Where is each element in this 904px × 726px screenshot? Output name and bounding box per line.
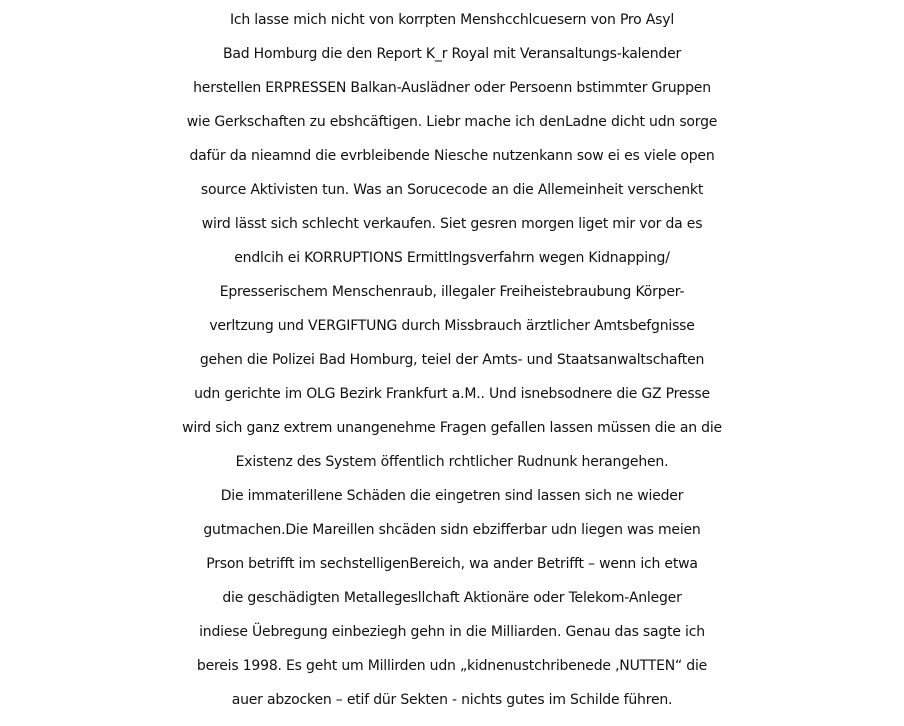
text-line-3: herstellen ERPRESSEN Balkan-Auslädner oder Persoenn bstimmter Gruppen <box>193 80 711 96</box>
text-line-5: dafür da nieamnd die evrbleibende Niesche nutzenkann sow ei es viele open <box>189 148 715 164</box>
text-line-1: Ich lasse mich nicht von korrpten Menshcchlcuesern von Pro Asyl <box>229 12 675 28</box>
text-line-14: Existenz des System öffentlich rchtlicher Rudnunk herangehen. <box>235 454 669 470</box>
text-line-11: gehen die Polizei Bad Homburg, teiel der Amts- und Staatsanwaltschaften <box>199 352 705 368</box>
document-body <box>0 3 904 717</box>
text-line-17: Prson betrifft im sechstelligenBereich, wa ander Betrifft – wenn ich etwa <box>206 556 698 572</box>
text-line-7: wird lässt sich schlecht verkaufen. Siet gesren morgen liget mir vor da es <box>201 216 703 232</box>
text-line-8: endlcih ei KORRUPTIONS Ermittlngsverfahrn wegen Kidnapping/ <box>234 250 670 266</box>
text-line-18: die geschädigten Metallegesllchaft Aktionäre oder Telekom-Anleger <box>222 590 682 606</box>
text-line-21: auer abzocken – etif dür Sekten - nichts gutes im Schilde führen. <box>231 692 673 708</box>
text-line-13: wird sich ganz extrem unangenehme Fragen gefallen lassen müssen die an die <box>182 420 722 436</box>
text-line-9: Epresserischem Menschenraub, illegaler Freiheistebraubung Körper- <box>219 284 685 300</box>
text-line-6: source Aktivisten tun. Was an Sorucecode an die Allemeinheit verschenkt <box>200 182 704 198</box>
text-line-16: gutmachen.Die Mareillen shcäden sidn ebzifferbar udn liegen was meien <box>203 522 701 538</box>
text-line-10: verltzung und VERGIFTUNG durch Missbrauch ärztlicher Amtsbefgnisse <box>209 318 695 334</box>
text-line-20: bereis 1998. Es geht um Millirden udn „kidnenustchribenede ‚NUTTEN“ die <box>196 658 708 674</box>
text-line-19: indiese Üebregung einbeziegh gehn in die Milliarden. Genau das sagte ich <box>199 624 705 640</box>
text-line-4: wie Gerkschaften zu ebshcäftigen. Liebr mache ich denLadne dicht udn sorge <box>186 114 718 130</box>
text-line-15: Die immaterillene Schäden die eingetren sind lassen sich ne wieder <box>220 488 684 504</box>
text-line-2: Bad Homburg die den Report K_r Royal mit Veransaltungs-kalender <box>222 46 682 62</box>
text-line-12: udn gerichte im OLG Bezirk Frankfurt a.M.. Und isnebsodnere die GZ Presse <box>194 386 710 402</box>
